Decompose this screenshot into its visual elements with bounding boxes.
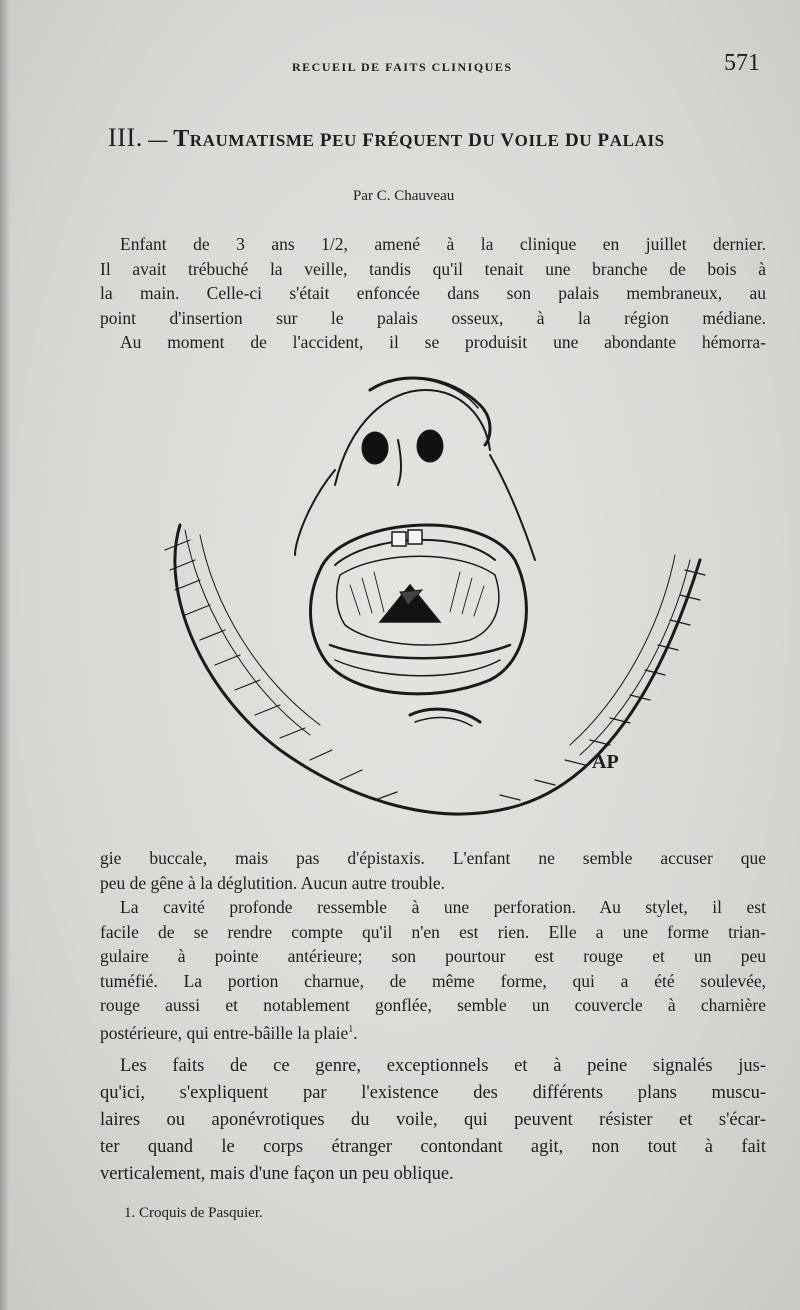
text-line: gie buccale, mais pas d'épistaxis. L'enfant ne semble accuser que: [100, 848, 766, 868]
text-line: tuméfié. La portion charnue, de même forme, qui a été soulevée,: [100, 970, 766, 991]
footnote-reference[interactable]: 1: [348, 1023, 354, 1035]
page-edge-shadow: [0, 0, 10, 1310]
text-line: gulaire à pointe antérieure; son pourtour est rouge et un peu: [100, 946, 766, 966]
text-line: qu'ici, s'expliquent par l'existence des différents plans muscu-: [100, 1083, 766, 1103]
artist-monogram: AP: [592, 751, 619, 773]
text-line: La cavité profonde ressemble à une perforation. Au stylet, il est: [120, 897, 766, 917]
text-line: peu de gêne à la déglutition. Aucun autre trouble.: [100, 872, 446, 893]
article-title: [108, 123, 768, 153]
text-line: laires ou aponévrotiques du voile, qui peuvent résister et s'écar-: [100, 1110, 766, 1130]
article-number: III.: [108, 123, 143, 152]
text-line: la main. Celle-ci s'était enfoncée dans son palais membraneux, au: [100, 283, 766, 303]
text-line: Les faits de ce genre, exceptionnels et à peine signalés jus-: [120, 1056, 766, 1076]
text-line: facile de se rendre compte qu'il n'en est rien. Elle a une forme trian-: [100, 921, 766, 942]
article-title-text: TRAUMATISME PEU FRÉQUENT DU VOILE DU PALAIS: [173, 126, 665, 152]
text-line: verticalement, mais d'une façon un peu oblique.: [100, 1164, 454, 1184]
text-line: Enfant de 3 ans 1/2, amené à la clinique en juillet dernier.: [120, 234, 766, 254]
text-line: point d'insertion sur le palais osseux, à la région médiane.: [100, 307, 766, 328]
text-line: ter quand le corps étranger contondant agit, non tout à fait: [100, 1137, 766, 1157]
page-number: 571: [724, 50, 760, 76]
article-byline: Par C. Chauveau: [353, 188, 455, 204]
paragraph-description: [100, 846, 766, 1045]
text-line-last: postérieure, qui entre-bâille la plaie: [100, 1022, 349, 1043]
paragraph-conclusion: [100, 1053, 766, 1188]
footnote: 1. Croquis de Pasquier.: [124, 1205, 263, 1221]
text-line: postérieure, qui entre-bâille la plaie$^1$.: [100, 1022, 358, 1043]
open-mouth-sketch-illustration: [140, 360, 720, 840]
text-line: Il avait trébuché la veille, tandis qu'il tenait une branche de bois à: [100, 258, 766, 279]
running-head: RECUEIL DE FAITS CLINIQUES: [292, 60, 513, 74]
paragraph-intro: [100, 232, 766, 355]
text-line: rouge aussi et notablement gonflée, semble un couvercle à charnière: [100, 995, 766, 1015]
text-line: Au moment de l'accident, il se produisit une abondante hémorra-: [120, 332, 766, 352]
title-dash: —: [142, 130, 174, 151]
